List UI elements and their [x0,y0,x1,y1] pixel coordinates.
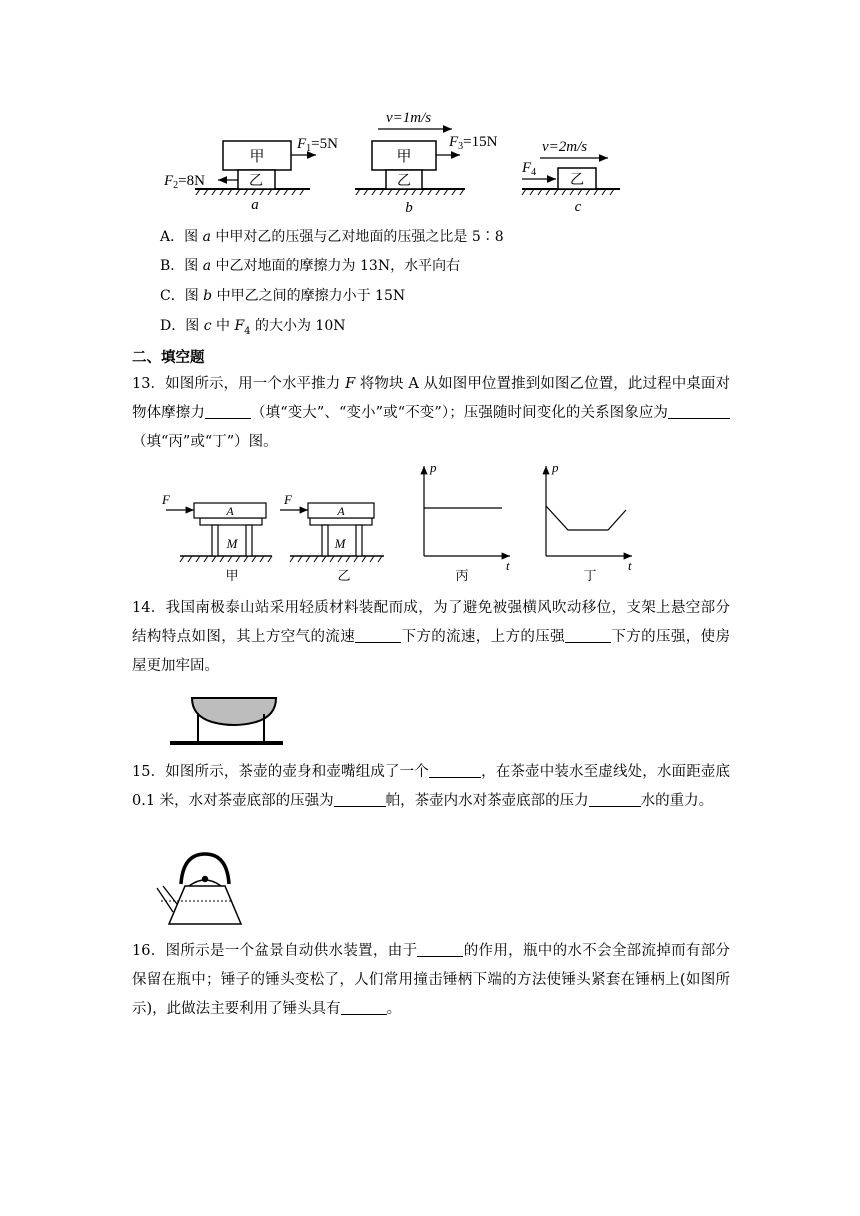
velocity-label-c: v=2m/s [542,139,588,155]
blank-16-1[interactable] [417,942,463,957]
caption-b: b [405,200,413,216]
teapot-knob [202,876,208,882]
block-yi-label: 乙 [249,174,263,189]
q14-figure [168,688,286,750]
caption-jia: 甲 [225,568,239,583]
graph-ding-line [546,506,626,530]
f2-label: $F_2=8N$ [164,173,205,191]
option-d: D．图 c 中 $F_4$ 的大小为 10N [160,318,346,337]
figure-yi [280,492,384,583]
svg-text:F: F [162,492,170,507]
question-16: 16．图所示是一个盆景自动供水装置，由于 的作用，瓶中的水不会全部流掉而有部分保留在瓶中；锤子的锤头变松了，人们常用撞击锤柄下端的方法使锤头紧套在锤柄上(如图所示)，此做法主要利用了锤头具有 。 [132,943,731,1017]
blank-15-2[interactable] [334,792,386,807]
option-c: C．图 b 中甲乙之间的摩擦力小于 15N [160,288,406,304]
caption-bing: 丙 [455,568,469,583]
graph-ding [546,460,632,583]
force-diagram-figure [160,105,620,217]
blank-15-3[interactable] [589,792,641,807]
teapot-body [169,886,241,924]
q13-figure [160,458,650,588]
question-13: 13．如图所示，用一个水平推力 F 将物块 A 从如图甲位置推到如图乙位置，此过程中桌面对物体摩擦力 （填“变大”、“变小”或“不变”）；压强随时间变化的关系图象应为（填“丙”或“丁”）图。 [132,376,731,450]
section-heading: 二、填空题 [132,350,205,366]
blank-15-1[interactable] [429,763,481,778]
caption-c: c [574,199,582,215]
blank-14-2[interactable] [565,628,611,643]
question-14: 14．我国南极泰山站采用轻质材料装配而成，为了避免被强横风吹动移位，支架上悬空部分结构特点如图，其上方空气的流速 下方的流速，上方的压强 下方的压强，使房屋更加牢固。 [132,600,731,674]
velocity-label-b: v=1m/s [386,110,432,126]
figure-c [521,139,620,215]
f1-label: $F_1=5N$ [297,136,338,154]
block-yi-b-label: 乙 [397,174,411,189]
svg-text:p: p [552,460,559,475]
teapot-spout [157,886,177,912]
figure-a [163,136,338,213]
graph-bing [424,460,510,583]
blank-13-2[interactable] [668,404,730,419]
teapot-figure [155,848,255,930]
block-yi-c-label: 乙 [570,173,584,188]
caption-a: a [251,197,259,213]
blank-13-1[interactable] [205,404,251,419]
option-b: B．图 a 中乙对地面的摩擦力为 13N，水平向右 [160,258,461,274]
svg-text:t: t [628,558,632,573]
block-jia-b-label: 甲 [396,149,412,165]
question-15: 15．如图所示，茶壶的壶身和壶嘴组成了一个 ，在茶壶中装水至虚线处，水面距壶底 0.1 米，水对茶壶底部的压强为 帕，茶壶内水对茶壶底部的压力 水的重力。 [132,764,731,809]
svg-text:t: t [506,558,510,573]
svg-text:F: F [284,492,292,507]
figure-b [355,110,498,216]
svg-text:A: A [337,504,345,518]
blank-16-2[interactable] [341,1000,387,1015]
f4-label: $F_4$ [522,160,537,178]
block-jia-label: 甲 [249,149,265,165]
support-m-yi: M [334,536,346,551]
f3-label: $F_3=15N$ [449,134,498,152]
option-a: A．图 a 中甲对乙的压强与乙对地面的压强之比是 5∶8 [160,229,504,245]
blank-14-1[interactable] [355,628,401,643]
caption-yi: 乙 [337,568,351,583]
svg-text:A: A [226,504,234,518]
svg-text:p: p [430,460,437,475]
caption-ding: 丁 [583,568,597,583]
figure-jia [161,492,272,583]
support-m-jia: M [226,536,238,551]
